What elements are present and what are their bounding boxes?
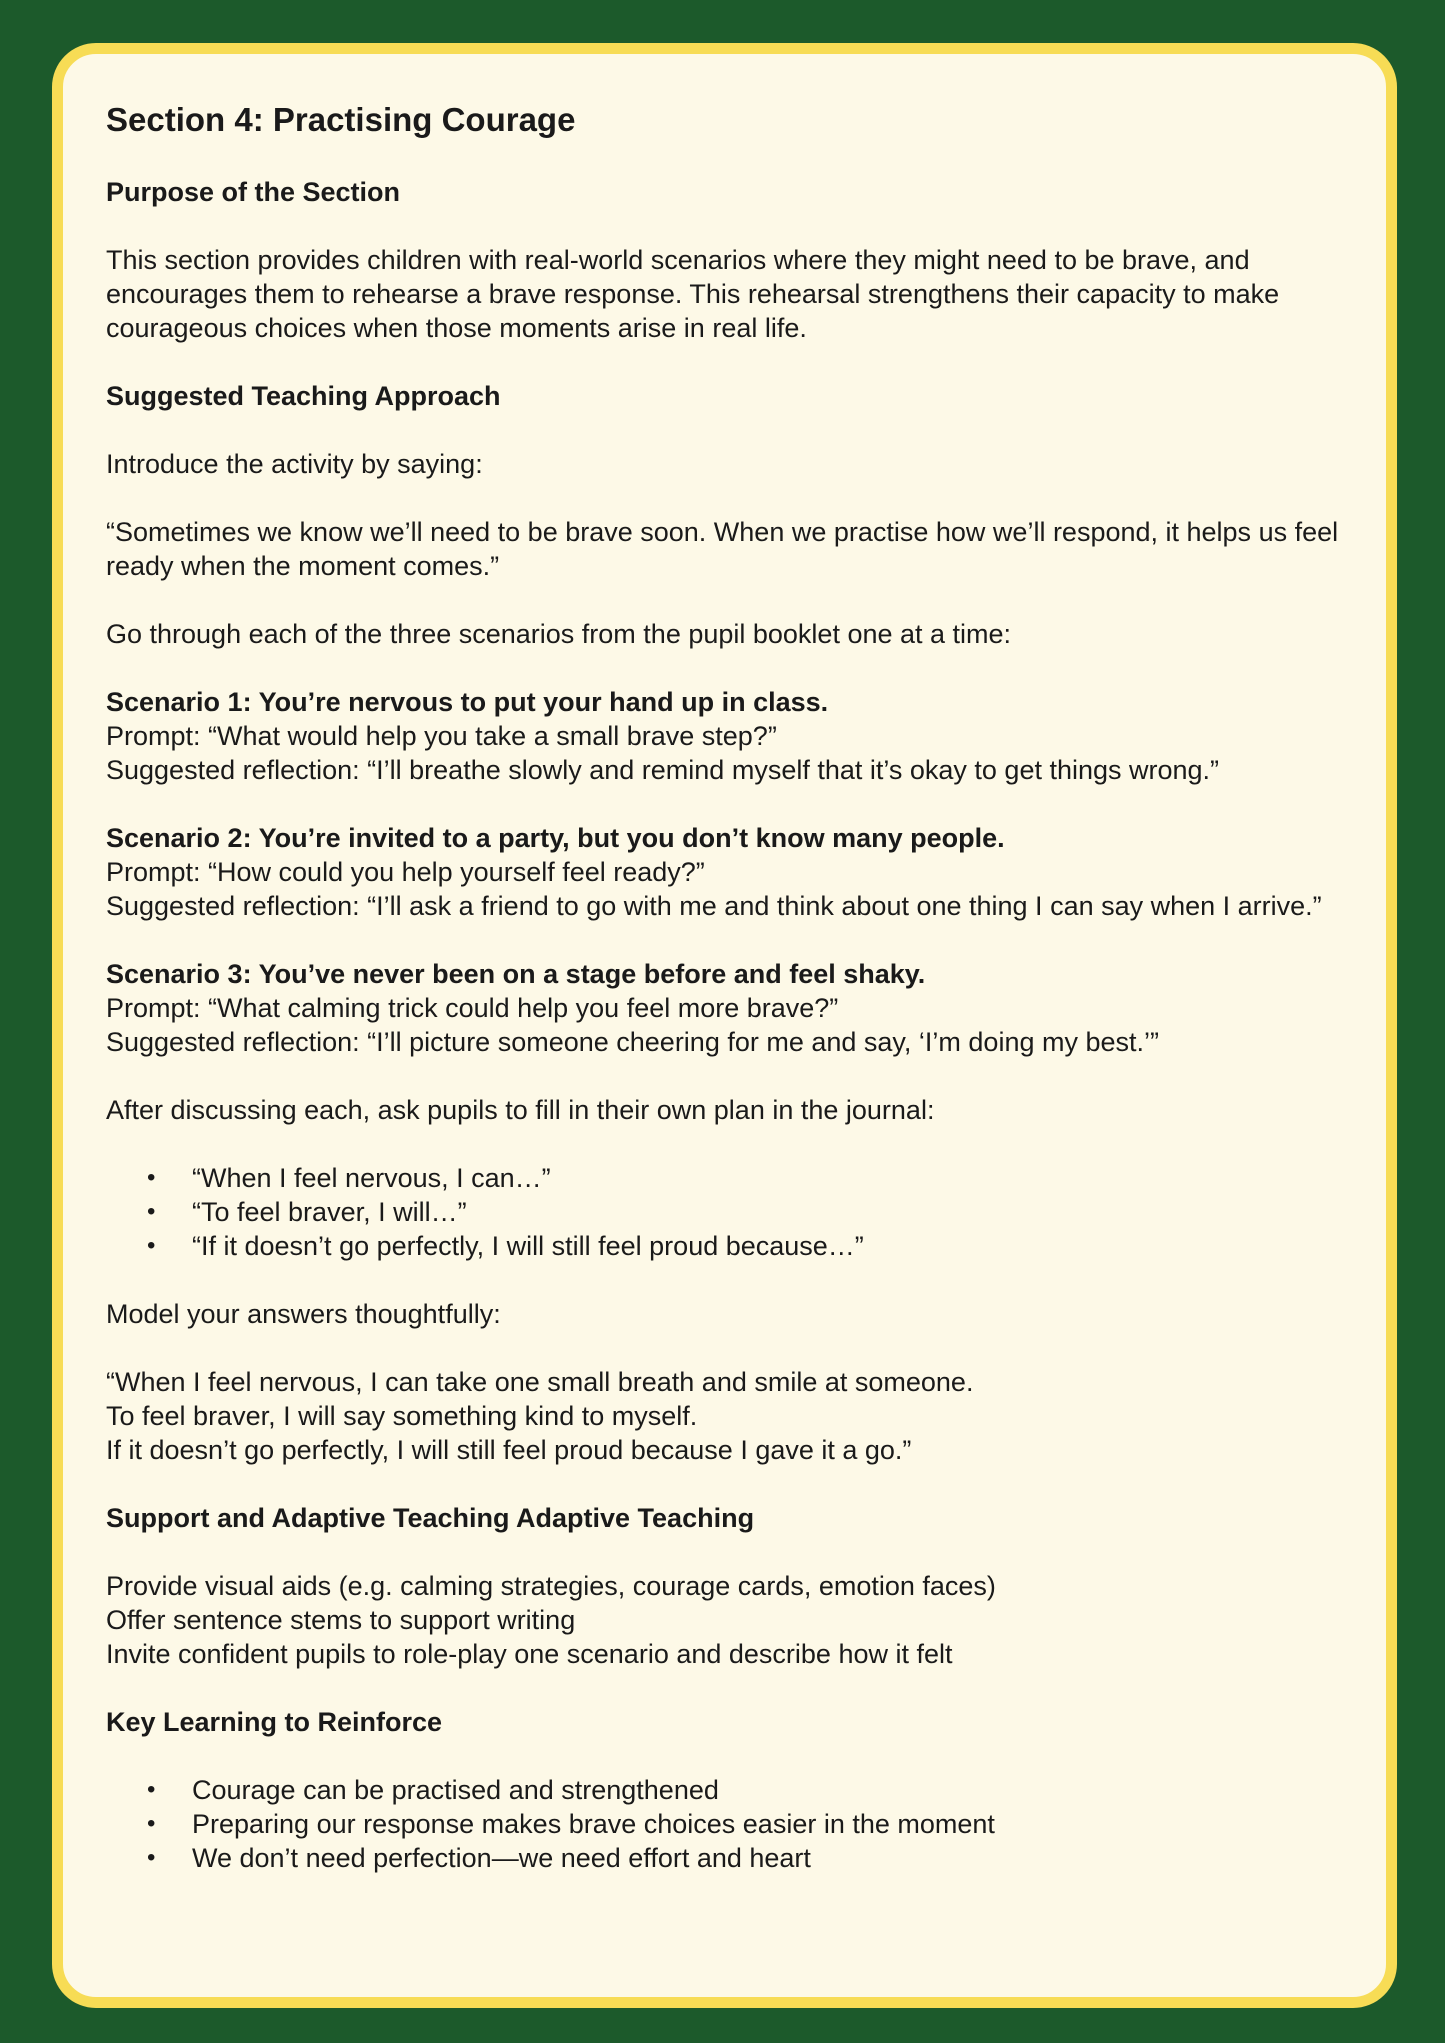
- key-learning-heading: Key Learning to Reinforce: [106, 1707, 443, 1737]
- approach-go-through: Go through each of the three scenarios from the pupil booklet one at a time:: [106, 619, 1012, 649]
- journal-list: [106, 1161, 1356, 1263]
- scenario-2: [106, 821, 1356, 923]
- support-line: Invite confident pupils to role-play one scenario and describe how it felt: [106, 1639, 953, 1669]
- scenario-title: Scenario 1: You’re nervous to put your hand up in class.: [106, 687, 829, 717]
- support-line: Provide visual aids (e.g. calming strategies, courage cards, emotion faces): [106, 1571, 996, 1601]
- document-content: [106, 95, 1356, 1909]
- scenario-title: Scenario 2: You’re invited to a party, but you don’t know many people.: [106, 823, 1005, 853]
- support-heading: Support and Adaptive Teaching Adaptive Teaching: [106, 1503, 755, 1533]
- approach-heading: Suggested Teaching Approach: [106, 381, 501, 411]
- list-item: • Preparing our response makes brave choices easier in the moment: [192, 1807, 1356, 1841]
- page-title: Section 4: Practising Courage: [106, 101, 576, 138]
- scenario-3: [106, 957, 1356, 1059]
- model-line: “When I feel nervous, I can take one small breath and smile at someone.: [106, 1367, 974, 1397]
- list-item: • We don’t need perfection—we need effort and heart: [192, 1841, 1356, 1875]
- journal-instruction: After discussing each, ask pupils to fill in their own plan in the journal:: [106, 1095, 935, 1125]
- support-line: Offer sentence stems to support writing: [106, 1605, 576, 1635]
- scenario-prompt: Prompt: “What calming trick could help you feel more brave?”: [106, 993, 839, 1023]
- model-line: To feel braver, I will say something kind to myself.: [106, 1401, 698, 1431]
- scenario-1: [106, 685, 1356, 787]
- scenario-prompt: Prompt: “What would help you take a small brave step?”: [106, 721, 777, 751]
- model-answer: [106, 1365, 1356, 1467]
- scenario-reflection: Suggested reflection: “I’ll ask a friend to go with me and think about one thing I can say when I arrive.”: [106, 891, 1322, 921]
- list-item: • “When I feel nervous, I can…”: [192, 1161, 1356, 1195]
- purpose-heading: Purpose of the Section: [106, 177, 401, 207]
- approach-quote: “Sometimes we know we’ll need to be brave soon. When we practise how we’ll respond, it helps us feel ready when the moment comes.”: [106, 517, 1339, 581]
- key-learning-list: [106, 1773, 1356, 1875]
- list-item: • “If it doesn’t go perfectly, I will still feel proud because…”: [192, 1229, 1356, 1263]
- support-text: [106, 1569, 1356, 1671]
- scenario-prompt: Prompt: “How could you help yourself feel ready?”: [106, 857, 705, 887]
- model-line: If it doesn’t go perfectly, I will still feel proud because I gave it a go.”: [106, 1435, 912, 1465]
- purpose-text: This section provides children with real-world scenarios where they might need to be brave, and encourages them to rehearse a brave response. This rehearsal strengthens their capacity to make courageous choices when those moments arise in real life.: [106, 245, 1280, 343]
- scenario-reflection: Suggested reflection: “I’ll picture someone cheering for me and say, ‘I’m doing my best.’”: [106, 1027, 1159, 1057]
- scenario-title: Scenario 3: You’ve never been on a stage before and feel shaky.: [106, 959, 926, 989]
- list-item: • Courage can be practised and strengthened: [192, 1773, 1356, 1807]
- model-intro: Model your answers thoughtfully:: [106, 1299, 501, 1329]
- list-item: • “To feel braver, I will…”: [192, 1195, 1356, 1229]
- approach-intro: Introduce the activity by saying:: [106, 449, 483, 479]
- scenario-reflection: Suggested reflection: “I’ll breathe slowly and remind myself that it’s okay to get things wrong.”: [106, 755, 1220, 785]
